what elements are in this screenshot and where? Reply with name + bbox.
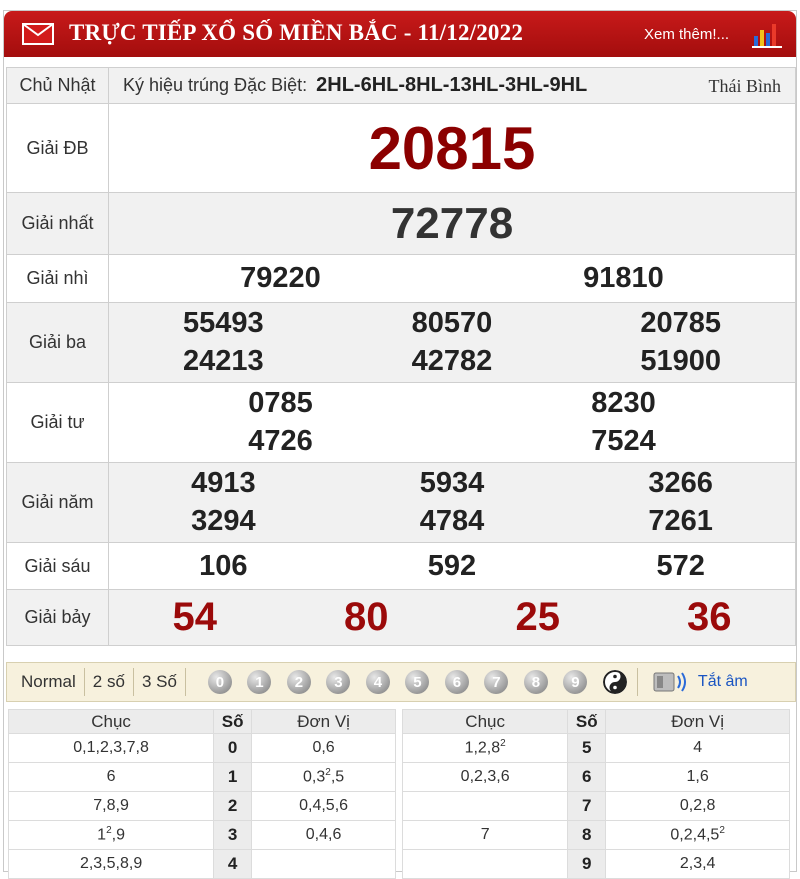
column-header: Số	[568, 710, 606, 734]
mail-icon	[22, 23, 54, 45]
prize-number: 25	[515, 595, 560, 639]
table-row	[403, 734, 790, 763]
units-cell: $0,3^2,5$	[252, 763, 396, 792]
table-row	[9, 821, 396, 850]
digit-cell: 0	[214, 734, 252, 763]
prize-number: 4784	[419, 505, 485, 537]
prize-number: 91810	[583, 262, 664, 294]
prize-number: 42782	[411, 345, 493, 377]
special-code-value: 2HL-6HL-8HL-13HL-3HL-9HL	[316, 74, 588, 96]
day-label: Chủ Nhật	[7, 68, 109, 104]
units-cell: 0,4,6	[252, 821, 396, 850]
display-toolbar	[6, 662, 796, 702]
results-panel	[3, 10, 797, 872]
tens-cell: 1,2,8$^2$	[403, 734, 568, 763]
table-row	[403, 821, 790, 850]
digit-button[interactable]: 8	[524, 670, 548, 694]
digit-cell: 6	[568, 763, 606, 792]
column-header: Đơn Vị	[252, 710, 396, 734]
prize-label: Giải tư	[7, 383, 109, 463]
toolbar-divider	[637, 668, 638, 696]
prize-number: 51900	[640, 345, 721, 377]
column-header: Số	[214, 710, 252, 734]
prize-number: 36	[687, 595, 732, 639]
prize-label: Giải bảy	[7, 590, 109, 646]
prize-number: 572	[656, 549, 705, 582]
prize-number: 80	[344, 595, 389, 639]
option-2-digits[interactable]: 2 số	[85, 668, 134, 696]
digit-cell: 9	[568, 850, 606, 879]
units-cell: 0,4,5,6	[252, 792, 396, 821]
table-row	[9, 734, 396, 763]
prize-label: Giải nhất	[7, 193, 109, 255]
prize-number: 4913	[191, 467, 256, 499]
prize-number: 3294	[191, 505, 256, 537]
prize-number: 7261	[648, 505, 713, 537]
table-row	[403, 850, 790, 879]
units-cell: 1,6	[606, 763, 790, 792]
province-name: Thái Bình	[708, 76, 781, 96]
prize-number: 106	[199, 549, 248, 582]
loto-table-right	[402, 709, 790, 879]
units-cell: 0,2,8	[606, 792, 790, 821]
option-3-digits[interactable]: 3 Số	[134, 668, 186, 696]
prize-label: Giải ĐB	[7, 104, 109, 193]
special-code-row	[109, 68, 796, 104]
digit-button[interactable]: 6	[445, 670, 469, 694]
digit-cell: 2	[214, 792, 252, 821]
prize-number: 592	[427, 549, 477, 582]
digit-cell: 7	[568, 792, 606, 821]
tens-cell: 0,1,2,3,7,8	[9, 734, 214, 763]
prize-label: Giải sáu	[7, 543, 109, 590]
prize-number: 3266	[648, 467, 713, 499]
digit-filter	[208, 670, 627, 694]
digit-button[interactable]: 9	[563, 670, 587, 694]
digit-cell: 5	[568, 734, 606, 763]
header-bar	[4, 11, 796, 57]
digit-button[interactable]: 7	[484, 670, 508, 694]
mute-toggle[interactable]: Tắt âm	[697, 673, 748, 690]
see-more-link[interactable]: Xem thêm!...	[644, 26, 730, 43]
tens-cell	[403, 850, 568, 879]
digit-button[interactable]: 2	[287, 670, 311, 694]
results-table	[6, 67, 796, 646]
prize-label: Giải ba	[7, 303, 109, 383]
digit-button[interactable]: 4	[366, 670, 390, 694]
column-header: Chục	[403, 710, 568, 734]
table-row	[403, 763, 790, 792]
chart-icon[interactable]	[752, 22, 782, 48]
prize-number: 20785	[640, 307, 721, 339]
prize-number: 79220	[240, 262, 321, 294]
digit-button[interactable]: 3	[326, 670, 350, 694]
first-prize-number: 72778	[109, 193, 796, 255]
prize-number: 7524	[591, 425, 656, 457]
tens-cell: 2,3,5,8,9	[9, 850, 214, 879]
digit-button[interactable]: 5	[405, 670, 429, 694]
digit-button[interactable]: 1	[247, 670, 271, 694]
yin-yang-icon[interactable]	[603, 670, 627, 694]
prize-number: 55493	[183, 307, 264, 339]
tens-cell: 7,8,9	[9, 792, 214, 821]
digit-button[interactable]: 0	[208, 670, 232, 694]
tens-cell: 7	[403, 821, 568, 850]
column-header: Chục	[9, 710, 214, 734]
units-cell: 4	[606, 734, 790, 763]
units-cell: 2,3,4	[606, 850, 790, 879]
column-header: Đơn Vị	[606, 710, 790, 734]
units-cell: 0,6	[252, 734, 396, 763]
page-title: TRỰC TIẾP XỔ SỐ MIỀN BẮC - 11/12/2022	[69, 20, 524, 45]
tens-cell: 6	[9, 763, 214, 792]
table-row	[403, 792, 790, 821]
digit-cell: 4	[214, 850, 252, 879]
option-normal[interactable]: Normal	[7, 668, 85, 696]
special-prize-number: 20815	[109, 104, 796, 193]
special-code-label: Ký hiệu trúng Đặc Biệt:	[123, 75, 308, 95]
prize-label: Giải năm	[7, 463, 109, 543]
prize-number: 8230	[591, 387, 656, 419]
digit-cell: 8	[568, 821, 606, 850]
units-cell	[252, 850, 396, 879]
units-cell: 0,2,4,5$^2$	[606, 821, 790, 850]
tens-cell: 0,2,3,6	[403, 763, 568, 792]
tens-cell: $1^2,9$	[9, 821, 214, 850]
table-row	[9, 763, 396, 792]
loto-table-left	[8, 709, 396, 879]
tens-cell	[403, 792, 568, 821]
prize-number: 54	[172, 595, 217, 639]
prize-number: 5934	[419, 467, 485, 499]
prize-number: 24213	[183, 345, 264, 377]
prize-label: Giải nhì	[7, 255, 109, 303]
digit-cell: 1	[214, 763, 252, 792]
table-row	[9, 850, 396, 879]
prize-number: 0785	[248, 387, 313, 419]
prize-number: 4726	[248, 425, 313, 457]
digit-cell: 3	[214, 821, 252, 850]
table-row	[9, 792, 396, 821]
speaker-icon[interactable]	[652, 670, 690, 694]
prize-number: 80570	[411, 307, 493, 339]
